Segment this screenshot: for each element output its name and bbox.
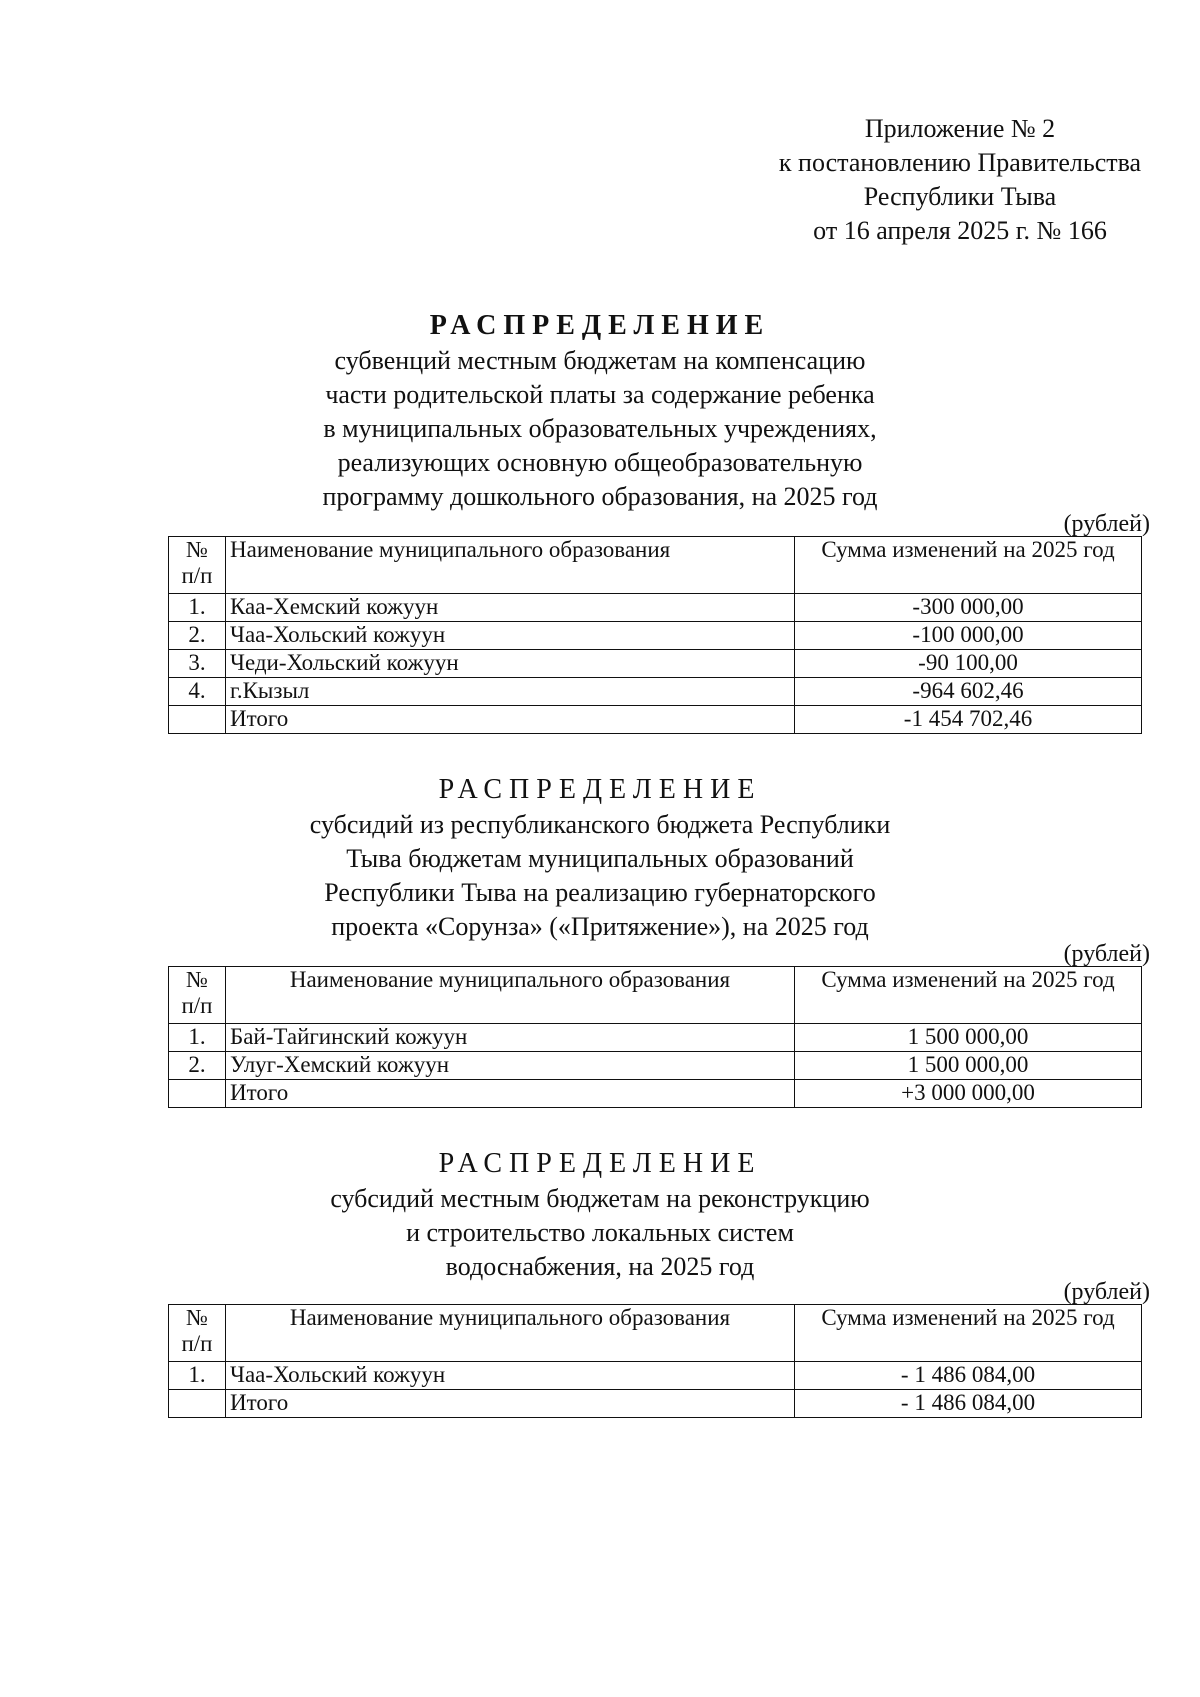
annex-line: Приложение № 2 bbox=[864, 114, 1056, 143]
section-subtitle-line: субсидий из республиканского бюджета Республики bbox=[309, 810, 891, 839]
row-number: 3. bbox=[169, 650, 226, 678]
row-name: Чаа-Хольский кожуун bbox=[226, 622, 795, 650]
section-subtitle-line: части родительской платы за содержание ребенка bbox=[325, 380, 875, 409]
table-total-row bbox=[169, 1080, 1142, 1108]
section-heading: РАСПРЕДЕЛЕНИЕ bbox=[438, 1148, 762, 1179]
row-sum: - 1 486 084,00 bbox=[795, 1362, 1142, 1390]
annex-line: к постановлению Правительства bbox=[778, 148, 1142, 177]
row-sum: -90 100,00 bbox=[795, 650, 1142, 678]
row-sum: +3 000 000,00 bbox=[795, 1080, 1142, 1108]
table-row bbox=[169, 1024, 1142, 1052]
row-name: Итого bbox=[226, 1080, 795, 1108]
section-subtitle-line: субвенций местным бюджетам на компенсацию bbox=[334, 346, 866, 375]
column-header-name: Наименование муниципального образования bbox=[226, 967, 795, 1024]
table-row bbox=[169, 1362, 1142, 1390]
row-name: Улуг-Хемский кожуун bbox=[226, 1052, 795, 1080]
section-subtitle-line: субсидий местным бюджетам на реконструкцию bbox=[330, 1184, 870, 1213]
column-header-number: № п/п bbox=[169, 967, 226, 1024]
row-name: Чеди-Хольский кожуун bbox=[226, 650, 795, 678]
distribution-table-1 bbox=[168, 536, 1142, 734]
table-row bbox=[169, 1052, 1142, 1080]
section-subtitle-line: Тыва бюджетам муниципальных образований bbox=[346, 844, 854, 873]
table-row bbox=[169, 650, 1142, 678]
annex-line: Республики Тыва bbox=[863, 182, 1057, 211]
section-subtitle-line: программу дошкольного образования, на 2025 год bbox=[322, 482, 878, 511]
table-total-row bbox=[169, 706, 1142, 734]
table-total-row bbox=[169, 1390, 1142, 1418]
section-1-title bbox=[0, 308, 1200, 514]
section-heading: РАСПРЕДЕЛЕНИЕ bbox=[429, 310, 771, 341]
row-name: Итого bbox=[226, 1390, 795, 1418]
row-sum: - 1 486 084,00 bbox=[795, 1390, 1142, 1418]
row-number bbox=[169, 1390, 226, 1418]
row-name: Итого bbox=[226, 706, 795, 734]
row-sum: 1 500 000,00 bbox=[795, 1052, 1142, 1080]
row-number bbox=[169, 706, 226, 734]
table-row bbox=[169, 678, 1142, 706]
row-sum: 1 500 000,00 bbox=[795, 1024, 1142, 1052]
section-2-title bbox=[0, 772, 1200, 944]
table-row bbox=[169, 594, 1142, 622]
section-subtitle-line: в муниципальных образовательных учреждениях, bbox=[323, 414, 877, 443]
row-sum: -964 602,46 bbox=[795, 678, 1142, 706]
row-number: 1. bbox=[169, 1362, 226, 1390]
distribution-table-3 bbox=[168, 1304, 1142, 1418]
section-subtitle-line: реализующих основную общеобразовательную bbox=[337, 448, 863, 477]
row-sum: -100 000,00 bbox=[795, 622, 1142, 650]
section-subtitle-line: Республики Тыва на реализацию губернаторского bbox=[324, 878, 876, 907]
distribution-table-2 bbox=[168, 966, 1142, 1108]
units-label: (рублей) bbox=[1063, 941, 1150, 967]
annex-line: от 16 апреля 2025 г. № 166 bbox=[813, 216, 1107, 245]
annex-header bbox=[740, 112, 1180, 248]
section-subtitle-line: водоснабжения, на 2025 год bbox=[445, 1252, 755, 1281]
units-label: (рублей) bbox=[1063, 511, 1150, 537]
column-header-sum: Сумма изменений на 2025 год bbox=[795, 537, 1142, 594]
section-subtitle-line: проекта «Сорунза» («Притяжение»), на 2025 год bbox=[331, 912, 869, 941]
column-header-name: Наименование муниципального образования bbox=[226, 537, 795, 594]
section-3-title bbox=[0, 1146, 1200, 1284]
row-sum: -1 454 702,46 bbox=[795, 706, 1142, 734]
section-subtitle-line: и строительство локальных систем bbox=[406, 1218, 794, 1247]
column-header-number: № п/п bbox=[169, 537, 226, 594]
column-header-number: № п/п bbox=[169, 1305, 226, 1362]
row-number bbox=[169, 1080, 226, 1108]
row-number: 1. bbox=[169, 1024, 226, 1052]
column-header-sum: Сумма изменений на 2025 год bbox=[795, 967, 1142, 1024]
column-header-sum: Сумма изменений на 2025 год bbox=[795, 1305, 1142, 1362]
units-label: (рублей) bbox=[1063, 1279, 1150, 1305]
row-name: Чаа-Хольский кожуун bbox=[226, 1362, 795, 1390]
row-name: Бай-Тайгинский кожуун bbox=[226, 1024, 795, 1052]
row-name: Каа-Хемский кожуун bbox=[226, 594, 795, 622]
row-number: 2. bbox=[169, 1052, 226, 1080]
row-number: 2. bbox=[169, 622, 226, 650]
row-number: 1. bbox=[169, 594, 226, 622]
table-row bbox=[169, 622, 1142, 650]
table-header-row bbox=[169, 537, 1142, 594]
column-header-name: Наименование муниципального образования bbox=[226, 1305, 795, 1362]
row-number: 4. bbox=[169, 678, 226, 706]
row-name: г.Кызыл bbox=[226, 678, 795, 706]
table-header-row bbox=[169, 1305, 1142, 1362]
row-sum: -300 000,00 bbox=[795, 594, 1142, 622]
table-header-row bbox=[169, 967, 1142, 1024]
section-heading: РАСПРЕДЕЛЕНИЕ bbox=[438, 774, 762, 805]
